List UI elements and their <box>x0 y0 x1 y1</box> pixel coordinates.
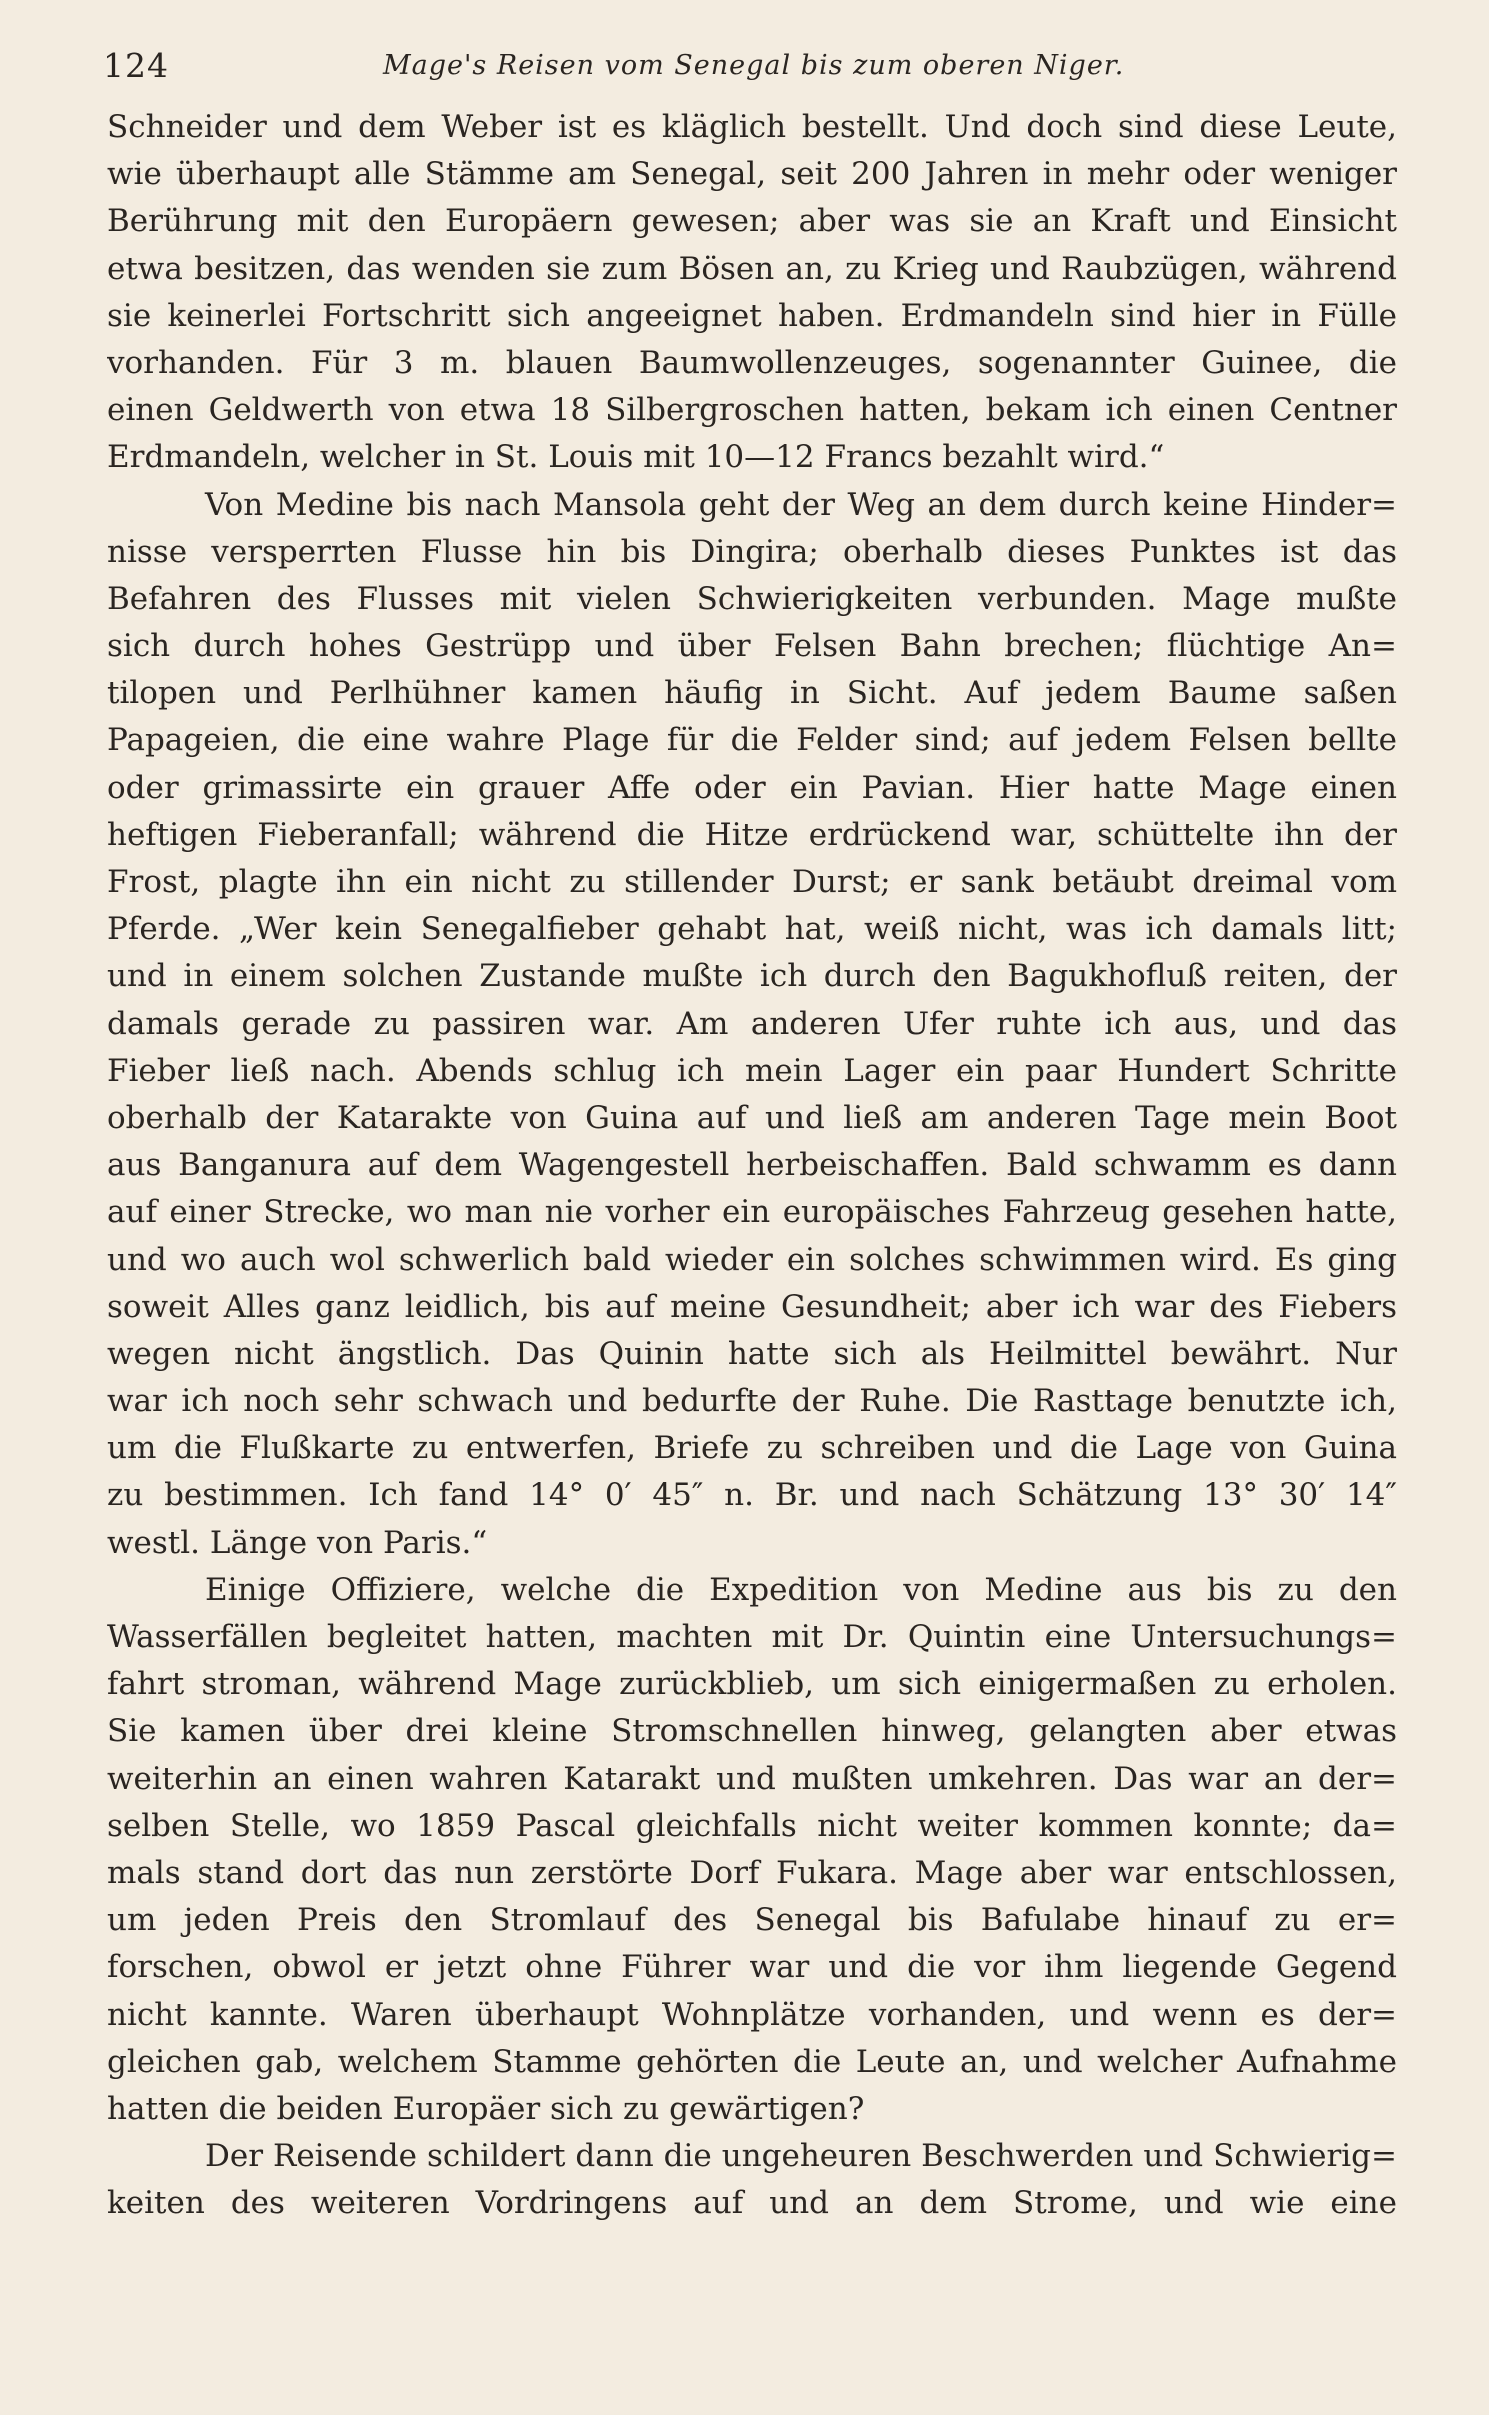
text-line: weiterhin an einen wahren Katarakt und mußten umkehren. Das war an der= <box>107 1760 1397 1797</box>
text-line: tilopen und Perlhühner kamen häufig in Sicht. Auf jedem Baume saßen <box>107 675 1397 712</box>
text-line: Sie kamen über drei kleine Stromschnellen hinweg, gelangten aber etwas <box>107 1713 1397 1750</box>
text-line: Frost, plagte ihn ein nicht zu stillender Durst; er sank betäubt dreimal vom <box>107 864 1397 900</box>
text-line: Pferde. „Wer kein Senegalfieber gehabt hat, weiß nicht, was ich damals litt; <box>107 911 1397 948</box>
text-line: Erdmandeln, welcher in St. Louis mit 10—12 Francs bezahlt wird.“ <box>107 439 1165 476</box>
text-line: Der Reisende schildert dann die ungeheuren Beschwerden und Schwierig= <box>205 2138 1397 2175</box>
text-line: Schneider und dem Weber ist es kläglich bestellt. Und doch sind diese Leute, <box>107 109 1397 145</box>
text-line: heftigen Fieberanfall; während die Hitze erdrückend war, schüttelte ihn der <box>107 816 1397 853</box>
text-line: forschen, obwol er jetzt ohne Führer war und die vor ihm liegende Gegend <box>107 1949 1397 1986</box>
paragraph <box>107 1567 1397 2133</box>
text-line: zu bestimmen. Ich fand 14° 0′ 45″ n. Br. und nach Schätzung 13° 30′ 14″ <box>107 1477 1397 1514</box>
paragraph <box>107 104 1397 482</box>
text-line: aus Banganura auf dem Wagengestell herbeischaffen. Bald schwamm es dann <box>107 1147 1397 1184</box>
text-line: wegen nicht ängstlich. Das Quinin hatte sich als Heilmittel bewährt. Nur <box>107 1335 1397 1372</box>
text-line: Von Medine bis nach Mansola geht der Weg an dem durch keine Hinder= <box>205 486 1397 523</box>
text-line: oberhalb der Katarakte von Guina auf und ließ am anderen Tage mein Boot <box>107 1099 1397 1136</box>
text-line: Fieber ließ nach. Abends schlug ich mein Lager ein paar Hundert Schritte <box>107 1052 1397 1089</box>
text-line: mals stand dort das nun zerstörte Dorf Fukara. Mage aber war entschlossen, <box>107 1854 1397 1891</box>
text-line: nisse versperrten Flusse hin bis Dingira; oberhalb dieses Punktes ist das <box>107 533 1397 570</box>
text-line: und in einem solchen Zustande mußte ich durch den Bagukhofluß reiten, der <box>107 958 1397 995</box>
text-line: damals gerade zu passiren war. Am anderen Ufer ruhte ich aus, und das <box>107 1005 1397 1042</box>
text-line: selben Stelle, wo 1859 Pascal gleichfalls nicht weiter kommen konnte; da= <box>107 1807 1397 1844</box>
text-line: soweit Alles ganz leidlich, bis auf meine Gesundheit; aber ich war des Fiebers <box>107 1288 1397 1325</box>
text-line: und wo auch wol schwerlich bald wieder ein solches schwimmen wird. Es ging <box>107 1241 1397 1278</box>
paragraph <box>107 2133 1397 2227</box>
text-line: einen Geldwerth von etwa 18 Silbergroschen hatten, bekam ich einen Centner <box>107 392 1397 429</box>
text-line: Befahren des Flusses mit vielen Schwierigkeiten verbunden. Mage mußte <box>107 580 1397 617</box>
running-title: Mage's Reisen vom Senegal bis zum oberen Niger. <box>383 50 1125 81</box>
text-line: hatten die beiden Europäer sich zu gewärtigen? <box>107 2090 865 2127</box>
text-line: wie überhaupt alle Stämme am Senegal, seit 200 Jahren in mehr oder weniger <box>107 156 1397 193</box>
text-line: um jeden Preis den Stromlauf des Senegal bis Bafulabe hinauf zu er= <box>107 1902 1397 1939</box>
text-line: gleichen gab, welchem Stamme gehörten die Leute an, und welcher Aufnahme <box>107 2043 1397 2080</box>
text-line: oder grimassirte ein grauer Affe oder ein Pavian. Hier hatte Mage einen <box>107 769 1397 806</box>
text-line: Wasserfällen begleitet hatten, machten mit Dr. Quintin eine Untersuchungs= <box>107 1619 1397 1655</box>
text-line: um die Flußkarte zu entwerfen, Briefe zu schreiben und die Lage von Guina <box>107 1430 1397 1467</box>
text-line: Berührung mit den Europäern gewesen; aber was sie an Kraft und Einsicht <box>107 203 1397 240</box>
text-line: sich durch hohes Gestrüpp und über Felsen Bahn brechen; flüchtige An= <box>107 628 1397 665</box>
page-header <box>103 40 1403 96</box>
page-number: 124 <box>103 46 169 85</box>
text-line: sie keinerlei Fortschritt sich angeeignet haben. Erdmandeln sind hier in Fülle <box>107 297 1397 334</box>
text-line: auf einer Strecke, wo man nie vorher ein europäisches Fahrzeug gesehen hatte, <box>107 1194 1397 1231</box>
text-line: etwa besitzen, das wenden sie zum Bösen an, zu Krieg und Raubzügen, während <box>107 250 1397 287</box>
text-line: keiten des weiteren Vordringens auf und an dem Strome, und wie eine <box>107 2185 1397 2222</box>
body-text <box>107 104 1397 2227</box>
text-line: Papageien, die eine wahre Plage für die Felder sind; auf jedem Felsen bellte <box>107 722 1397 759</box>
text-line: Einige Offiziere, welche die Expedition von Medine aus bis zu den <box>205 1571 1397 1608</box>
text-line: westl. Länge von Paris.“ <box>107 1524 488 1561</box>
text-line: war ich noch sehr schwach und bedurfte der Ruhe. Die Rasttage benutzte ich, <box>107 1383 1397 1420</box>
text-line: fahrt stroman, während Mage zurückblieb, um sich einigermaßen zu erholen. <box>107 1666 1397 1703</box>
text-line: vorhanden. Für 3 m. blauen Baumwollenzeuges, sogenannter Guinee, die <box>107 344 1397 381</box>
paragraph <box>107 482 1397 1567</box>
text-line: nicht kannte. Waren überhaupt Wohnplätze vorhanden, und wenn es der= <box>107 1996 1397 2033</box>
